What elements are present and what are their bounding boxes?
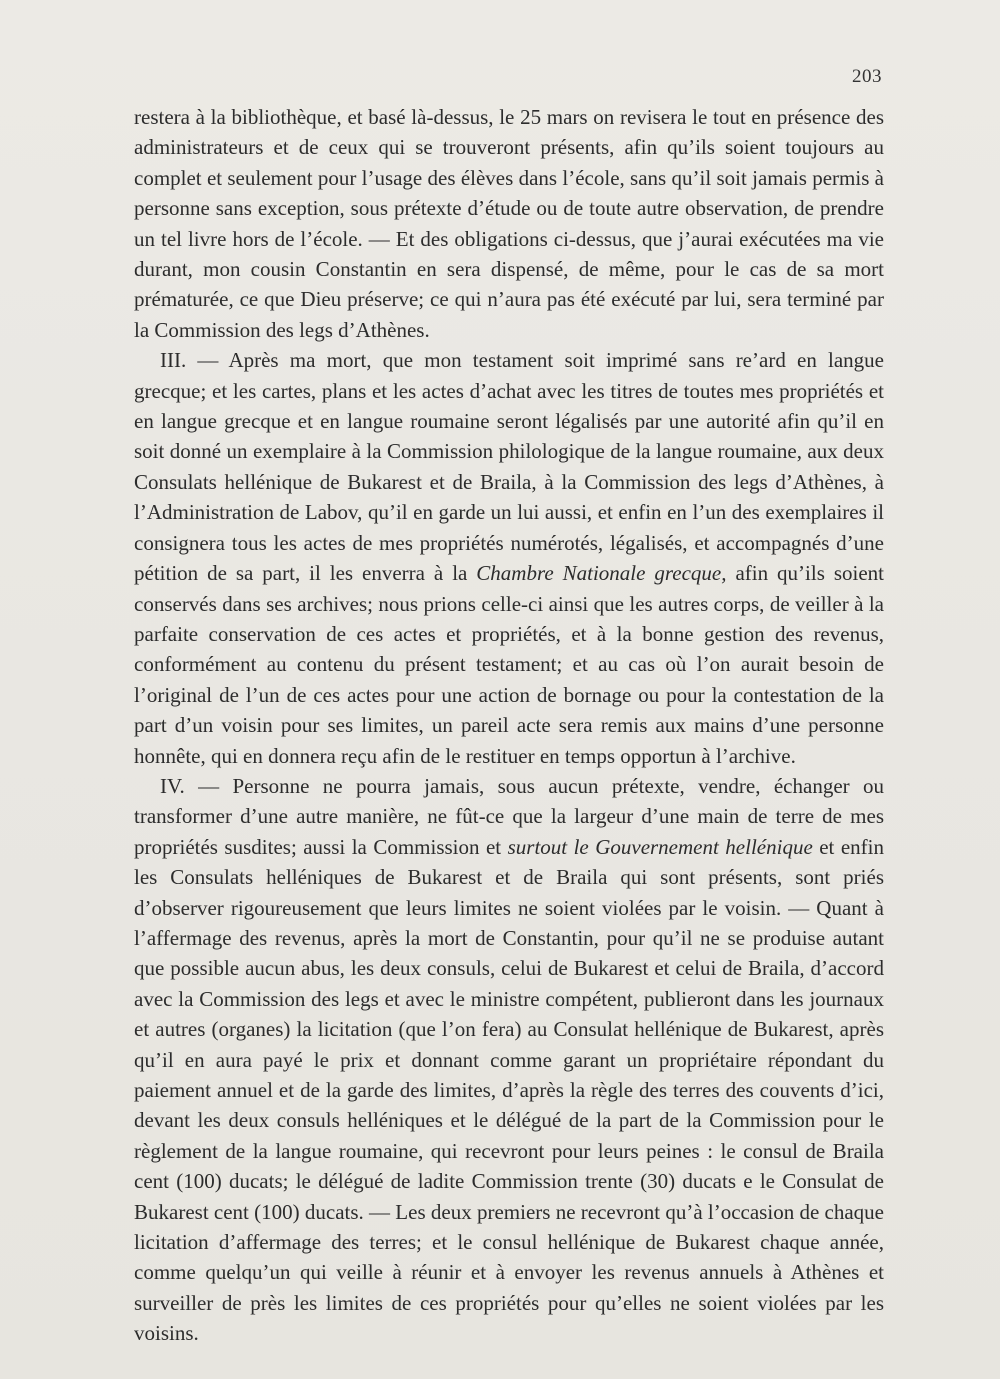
article-3-text-end: afin qu’ils soient conservés dans ses archives; nous prions celle-ci ainsi que les autres corps, de veiller à la parfaite conservation de ces actes et propriétés, et à la bonne gestion des revenus, conformément au contenu du présent testament; et au cas où l’on aurait besoin de l’original de l’un de ces actes pour une action de bornage ou pour la contestation de la part d’un voisin pour ses limites, un pareil acte sera remis aux mains d’une personne honnête, qui en donnera reçu afin de le restituer en temps opportun à l’archive. [134,561,884,768]
body-text [134,102,884,1349]
paragraph-article-3 [134,345,884,771]
page-number: 203 [852,66,882,87]
article-4-text-end: et enfin les Consulats helléniques de Bukarest et de Braila qui sont présents, sont priés d’observer rigoureusement que leurs limites ne soient violées par le voisin. — Quant à l’affermage des revenus, après la mort de Constantin, pour qu’il ne se produise autant que possible aucun abus, les deux consuls, celui de Bukarest et celui de Braila, d’accord avec la Commission des legs et avec le ministre compétent, publieront dans les journaux et autres (organes) la licitation (que l’on fera) au Consulat hellénique de Bukarest, après qu’il en aura payé le prix et donnant comme garant un propriétaire répondant du paiement annuel et de la garde des limites, d’après la règle des terres des couvents d’ici, devant les deux consuls helléniques et le délégué de la part de la Commission pour le règlement de la langue roumaine, qui recevront pour leurs peines : le consul de Braila cent (100) ducats; le délégué de ladite Commission trente (30) ducats e le Consulat de Bukarest cent (100) ducats. — Les deux premiers ne recevront qu’à l’occasion de chaque licitation d’affermage des terres; et le consul hellénique de Bukarest chaque année, comme quelqu’un qui veille à réunir et à envoyer les revenus annuels à Athènes et surveiller de près les limites de ces propriétés pour qu’elles ne soient violées par les voisins. [134,834,884,1346]
paragraph-article-4 [134,771,884,1349]
article-4-text-start: IV. — Personne ne pourra jamais, sous aucun prétexte, vendre, échanger ou transformer d’une autre manière, ne fût-ce que la largeur d’une main de terre de mes propriétés susdites; aussi la Commission et [134,773,884,859]
article-4-italic-phrase: surtout le Gouvernement hellénique [507,834,813,859]
article-3-text-start: III. — Après ma mort, que mon testament soit imprimé sans re’ard en langue grecque; et les cartes, plans et les actes d’achat avec les titres de toutes mes propriétés et en langue grecque et en langue roumaine seront légalisés par une autorité afin qu’il en soit donné un exemplaire à la Commission philologique de la langue roumaine, aux deux Consulats hellénique de Bukarest et de Braila, à la Commission des legs d’Athènes, à l’Administration de Labov, qu’il en garde un lui aussi, et enfin en l’un des exemplaires il consignera tous les actes de mes propriétés numérotés, légalisés, et accompagnés d’une pétition de sa part, il les enverra à la [134,348,884,586]
paragraph-1: restera à la bibliothèque, et basé là-dessus, le 25 mars on revisera le tout en présence des administrateurs et de ceux qui se trouveront présents, afin qu’ils soient toujours au complet et seulement pour l’usage des élèves dans l’école, sans qu’il soit jamais permis à personne sans exception, sous prétexte d’étude ou de toute autre observation, de prendre un tel livre hors de l’école. — Et des obligations ci-dessus, que j’aurai exécutées ma vie durant, mon cousin Constantin en sera dispensé, de même, pour le cas de sa mort prématurée, ce que Dieu préserve; ce qui n’aura pas été exécuté par lui, sera terminé par la Commission des legs d’Athènes. [134,105,884,342]
article-3-italic-phrase: Chambre Nationale grecque, [476,561,727,586]
